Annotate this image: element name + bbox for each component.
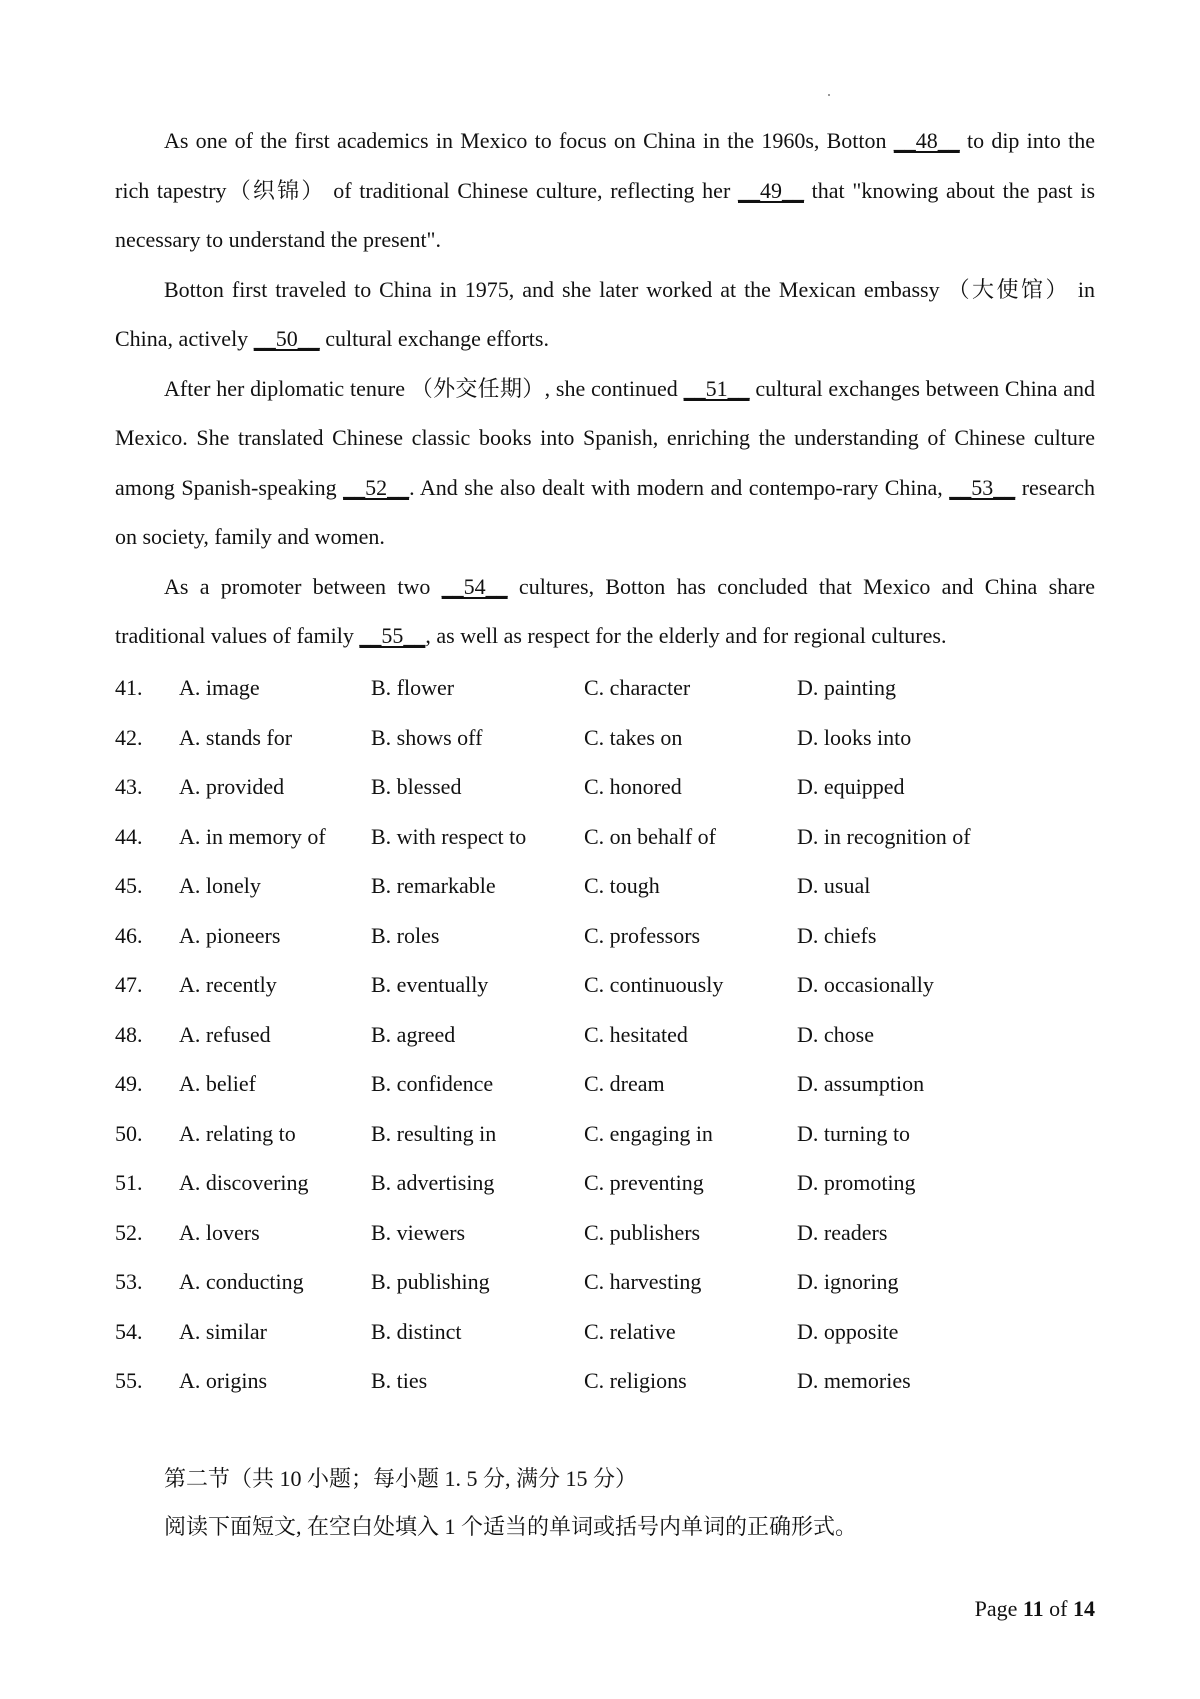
blank-48: __48__ xyxy=(893,128,960,153)
blank-52: __52__ xyxy=(343,474,410,500)
option-a: A. refused xyxy=(179,1021,271,1047)
option-d: D. assumption xyxy=(797,1071,925,1096)
option-d: D. chose xyxy=(797,1021,874,1047)
option-c: C. honored xyxy=(584,774,682,799)
option-c: C. dream xyxy=(584,1071,665,1096)
question-row xyxy=(115,911,1115,961)
scan-speck xyxy=(828,94,830,96)
option-a: A. pioneers xyxy=(179,922,281,948)
option-c: C. tough xyxy=(584,873,660,898)
option-d: D. in recognition of xyxy=(797,823,971,849)
total-pages: 14 xyxy=(1073,1596,1095,1621)
question-row xyxy=(115,812,1115,862)
question-number: 53. xyxy=(115,1269,143,1294)
question-number: 42. xyxy=(115,724,143,750)
blank-55: __55__ xyxy=(359,623,426,648)
option-b: B. publishing xyxy=(371,1269,490,1294)
option-b: B. ties xyxy=(371,1368,428,1393)
text: cultural exchange efforts. xyxy=(319,326,549,351)
option-c: C. relative xyxy=(584,1318,676,1344)
question-row xyxy=(115,1208,1115,1258)
option-b: B. roles xyxy=(371,922,440,948)
text: cultures, Botton has concluded that Mexico and China share traditional values of family xyxy=(115,573,1095,648)
option-c: C. on behalf of xyxy=(584,823,716,849)
text: research on society, family and women. xyxy=(115,474,1095,549)
question-number: 43. xyxy=(115,774,143,799)
question-row xyxy=(115,1010,1115,1060)
question-row xyxy=(115,762,1115,812)
text: As a promoter between two xyxy=(164,573,442,599)
question-number: 52. xyxy=(115,1219,143,1245)
option-b: B. agreed xyxy=(371,1021,456,1047)
text: that "knowing about the past is necessary to understand the present". xyxy=(115,177,1095,252)
question-row xyxy=(115,1356,1115,1406)
paragraph-2 xyxy=(115,265,1095,364)
option-a: A. belief xyxy=(179,1071,256,1096)
option-c: C. continuously xyxy=(584,972,724,997)
option-c: C. takes on xyxy=(584,724,683,750)
text: cultural exchanges between China and Mexico. She translated Chinese classic books into Spanish, enriching the understanding of Chinese culture among Spanish-speaking xyxy=(115,375,1096,500)
text: , as well as respect for the elderly and for regional cultures. xyxy=(425,623,947,648)
option-b: B. confidence xyxy=(371,1071,494,1096)
text: After her diplomatic tenure （外交任期）, she continued xyxy=(164,375,684,401)
question-row xyxy=(115,1158,1115,1208)
question-number: 46. xyxy=(115,922,143,948)
paragraph-3 xyxy=(115,364,1095,562)
option-d: D. painting xyxy=(797,675,896,700)
option-d: D. memories xyxy=(797,1368,911,1393)
section-instruction: 阅读下面短文, 在空白处填入 1 个适当的单词或括号内单词的正确形式。 xyxy=(164,1514,858,1539)
answer-options xyxy=(115,663,1115,1406)
option-b: B. flower xyxy=(371,675,455,700)
option-c: C. professors xyxy=(584,922,701,948)
page-of: of xyxy=(1043,1596,1073,1621)
question-number: 49. xyxy=(115,1071,143,1096)
blank-49: __49__ xyxy=(737,177,804,203)
option-c: C. hesitated xyxy=(584,1021,688,1047)
option-c: C. preventing xyxy=(584,1170,704,1195)
text: . And she also dealt with modern and contempo-rary China, xyxy=(409,474,950,500)
option-a: A. stands for xyxy=(179,724,293,750)
paragraph-4 xyxy=(115,562,1095,661)
question-number: 41. xyxy=(115,675,143,700)
option-b: B. advertising xyxy=(371,1170,495,1195)
question-row xyxy=(115,663,1115,713)
question-number: 48. xyxy=(115,1021,143,1047)
question-number: 50. xyxy=(115,1120,143,1146)
option-b: B. resulting in xyxy=(371,1120,497,1146)
blank-54: __54__ xyxy=(441,573,508,599)
option-c: C. harvesting xyxy=(584,1269,702,1294)
question-number: 54. xyxy=(115,1318,143,1344)
page-number xyxy=(975,1596,1095,1622)
option-b: B. blessed xyxy=(371,774,462,799)
option-d: D. opposite xyxy=(797,1318,899,1344)
option-b: B. distinct xyxy=(371,1318,462,1344)
question-number: 45. xyxy=(115,873,143,898)
option-a: A. relating to xyxy=(179,1120,296,1146)
option-a: A. in memory of xyxy=(179,823,326,849)
text: to dip into the rich tapestry（织锦） of traditional Chinese culture, reflecting her xyxy=(115,128,1096,203)
option-b: B. shows off xyxy=(371,724,483,750)
cloze-passage xyxy=(115,116,1095,661)
option-c: C. engaging in xyxy=(584,1120,713,1146)
option-d: D. turning to xyxy=(797,1120,911,1146)
question-number: 55. xyxy=(115,1368,143,1393)
option-d: D. readers xyxy=(797,1219,888,1245)
section-heading: 第二节（共 10 小题；每小题 1. 5 分, 满分 15 分） xyxy=(164,1466,638,1491)
option-a: A. provided xyxy=(179,774,285,799)
question-row xyxy=(115,861,1115,911)
option-c: C. character xyxy=(584,675,691,700)
question-row xyxy=(115,1059,1115,1109)
option-a: A. conducting xyxy=(179,1269,304,1294)
blank-50: __50__ xyxy=(253,326,320,351)
section-two-header xyxy=(164,1455,1104,1551)
question-number: 47. xyxy=(115,972,143,997)
option-b: B. with respect to xyxy=(371,823,527,849)
option-a: A. similar xyxy=(179,1318,267,1344)
question-number: 44. xyxy=(115,823,143,849)
paragraph-1 xyxy=(115,116,1095,265)
text: As one of the first academics in Mexico to focus on China in the 1960s, Botton xyxy=(164,128,894,153)
option-d: D. usual xyxy=(797,873,871,898)
option-c: C. publishers xyxy=(584,1219,701,1245)
question-row xyxy=(115,713,1115,763)
text: Botton first traveled to China in 1975, and she later worked at the Mexican embassy （大使馆） in China, actively xyxy=(115,276,1095,351)
option-d: D. chiefs xyxy=(797,922,877,948)
question-row xyxy=(115,1307,1115,1357)
blank-51: __51__ xyxy=(683,375,750,401)
option-d: D. promoting xyxy=(797,1170,916,1195)
option-d: D. occasionally xyxy=(797,972,934,997)
blank-53: __53__ xyxy=(949,474,1016,500)
option-d: D. equipped xyxy=(797,774,905,799)
page-prefix: Page xyxy=(974,1596,1023,1621)
question-row xyxy=(115,1109,1115,1159)
option-a: A. image xyxy=(179,675,260,700)
option-b: B. eventually xyxy=(371,972,489,997)
option-b: B. remarkable xyxy=(371,873,496,898)
option-d: D. ignoring xyxy=(797,1269,899,1294)
option-a: A. discovering xyxy=(179,1170,309,1195)
option-a: A. recently xyxy=(179,972,277,997)
current-page: 11 xyxy=(1022,1596,1044,1621)
option-a: A. lonely xyxy=(179,873,261,898)
option-a: A. lovers xyxy=(179,1219,260,1245)
question-row xyxy=(115,960,1115,1010)
question-row xyxy=(115,1257,1115,1307)
option-b: B. viewers xyxy=(371,1219,466,1245)
option-d: D. looks into xyxy=(797,724,912,750)
question-number: 51. xyxy=(115,1170,143,1195)
option-a: A. origins xyxy=(179,1368,267,1393)
option-c: C. religions xyxy=(584,1368,687,1393)
